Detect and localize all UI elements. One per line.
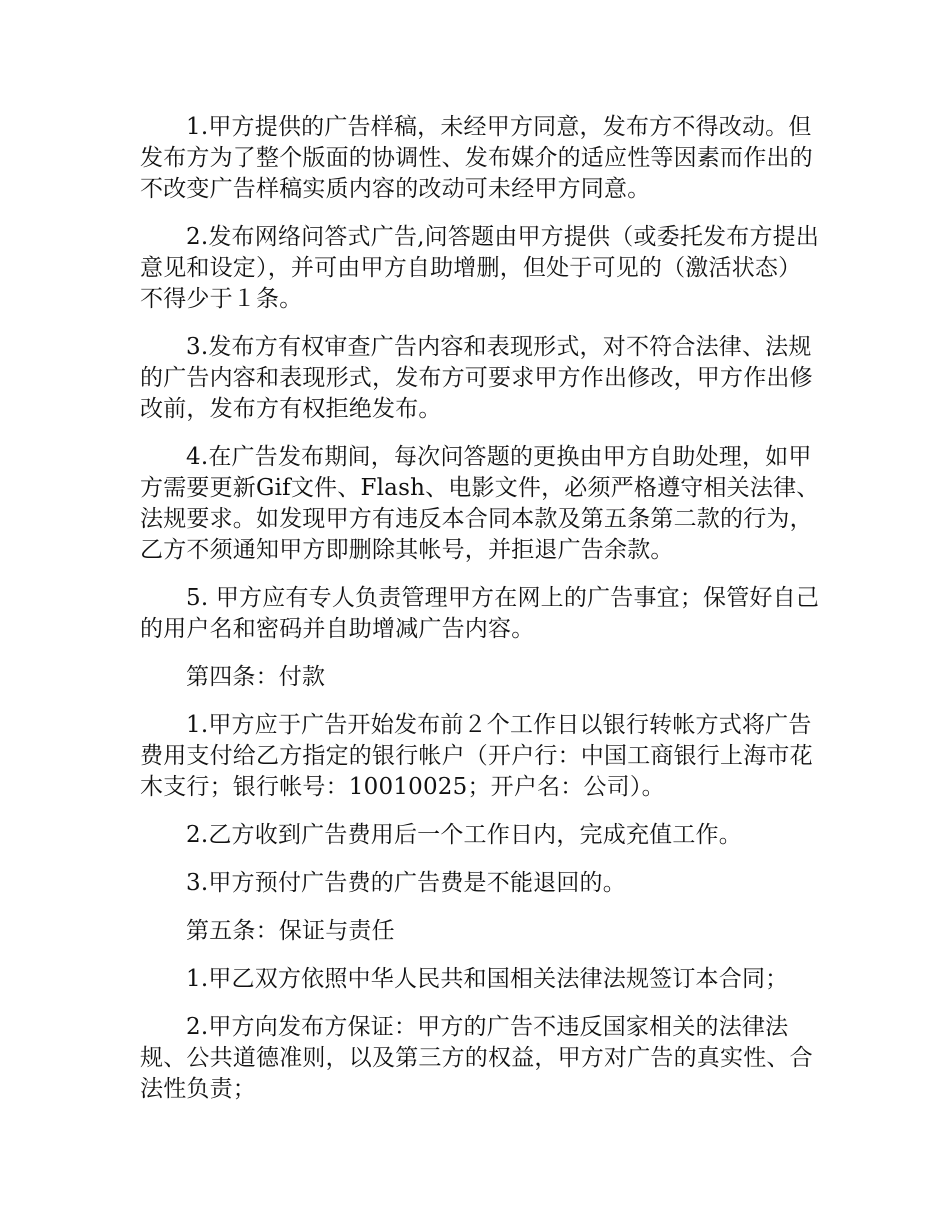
section-5-heading: 第五条：保证与责任 bbox=[186, 918, 395, 944]
clause-3-3: 3.发布方有权审查广告内容和表现形式，对不符合法律、法规的广告内容和表现形式，发布方可要求甲方作出修改，甲方作出修改前，发布方有权拒绝发布。 bbox=[140, 334, 813, 422]
clause-3-4: 4.在广告发布期间，每次问答题的更换由甲方自助处理，如甲方需要更新Gif文件、Flash、电影文件，必须严格遵守相关法律、法规要求。如发现甲方有违反本合同本款及第五条第二款的行为，乙方不须通知甲方即删除其帐号，并拒退广告余款。 bbox=[140, 444, 820, 563]
clause-5-1: 1.甲乙双方依照中华人民共和国相关法律法规签订本合同； bbox=[186, 966, 789, 992]
clause-5-2: 2.甲方向发布方保证：甲方的广告不违反国家相关的法律法规、公共道德准则，以及第三方的权益，甲方对广告的真实性、合法性负责； bbox=[140, 1014, 813, 1102]
clause-3-5: 5. 甲方应有专人负责管理甲方在网上的广告事宜；保管好自己的用户名和密码并自助增减广告内容。 bbox=[140, 585, 820, 642]
clause-4-1: 1.甲方应于广告开始发布前２个工作日以银行转帐方式将广告费用支付给乙方指定的银行帐户（开户行：中国工商银行上海市花木支行；银行帐号：10010025；开户名：公司）。 bbox=[140, 712, 813, 800]
clause-3-1: 1.甲方提供的广告样稿，未经甲方同意，发布方不得改动。但发布方为了整个版面的协调性、发布媒介的适应性等因素而作出的不改变广告样稿实质内容的改动可未经甲方同意。 bbox=[140, 114, 813, 202]
document-body bbox=[140, 112, 820, 1122]
clause-4-2: 2.乙方收到广告费用后一个工作日内，完成充值工作。 bbox=[186, 822, 742, 848]
clause-3-2: 2.发布网络问答式广告,问答题由甲方提供（或委托发布方提出意见和设定），并可由甲方自助增删，但处于可见的（激活状态）不得少于１条。 bbox=[140, 224, 820, 312]
clause-4-3: 3.甲方预付广告费的广告费是不能退回的。 bbox=[186, 870, 626, 896]
section-4-heading: 第四条：付款 bbox=[186, 664, 326, 690]
